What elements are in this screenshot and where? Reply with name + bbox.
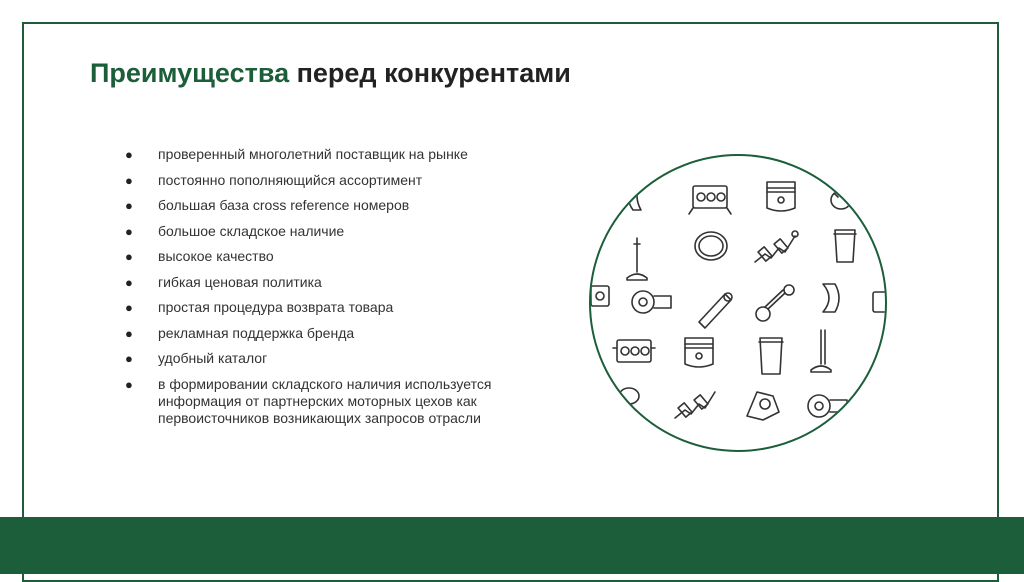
cylinder-liner-icon [759, 338, 783, 374]
list-item: ● простая процедура возврата товара [125, 299, 394, 315]
bullet-icon: ● [125, 223, 133, 239]
bullet-icon: ● [125, 376, 133, 392]
engine-parts-illustration [589, 154, 887, 452]
pulley-icon [632, 291, 671, 313]
title-rest: перед конкурентами [289, 58, 571, 88]
piston-icon [767, 182, 795, 211]
engine-block-icon [591, 286, 609, 306]
bearing-shell-icon [823, 284, 839, 312]
bullet-icon: ● [125, 249, 133, 264]
connecting-rod-icon [756, 285, 794, 321]
advantages-list [124, 146, 544, 435]
list-item: ● большое складское наличие [125, 222, 345, 239]
list-item: ● рекламная поддержка бренда [125, 324, 355, 341]
piston-icon [685, 338, 713, 367]
engine-block-icon [689, 186, 731, 214]
cylinder-liner-icon [834, 230, 856, 262]
bullet-icon: ● [125, 172, 133, 188]
crankshaft-icon [675, 392, 715, 418]
list-item: ● в формировании складского наличия используется информация от партнерских моторных цехов как первоисточников возникающих запросов отрасли [125, 375, 492, 426]
list-item: ● гибкая ценовая политика [125, 273, 322, 290]
list-item: ● постоянно пополняющийся ассортимент [125, 171, 423, 188]
engine-block-icon [747, 392, 779, 420]
bullet-icon: ● [125, 300, 133, 315]
bullet-icon: ● [125, 198, 133, 213]
piston-ring-icon [695, 232, 727, 260]
footer-band [0, 517, 1024, 574]
list-item: ● удобный каталог [125, 350, 268, 366]
valve-icon [811, 330, 831, 372]
bullet-icon: ● [125, 147, 133, 162]
list-item: ● проверенный многолетний поставщик на рынке [125, 146, 468, 162]
list-item: ● высокое качество [125, 248, 274, 264]
crankshaft-icon [755, 231, 798, 262]
piston-pin-icon [699, 293, 732, 328]
engine-block-icon [873, 292, 887, 312]
list-item: ● большая база cross reference номеров [125, 197, 410, 213]
piston-ring-icon [831, 191, 851, 209]
bearing-shell-icon [628, 182, 645, 210]
pulley-icon [808, 395, 847, 417]
piston-ring-icon [619, 388, 639, 404]
page-title [90, 58, 571, 89]
bullet-icon: ● [125, 325, 133, 341]
valve-icon [627, 238, 647, 280]
bullet-icon: ● [125, 274, 133, 290]
bullet-icon: ● [125, 351, 133, 366]
title-accent: Преимущества [90, 58, 290, 88]
engine-block-icon [613, 340, 655, 362]
